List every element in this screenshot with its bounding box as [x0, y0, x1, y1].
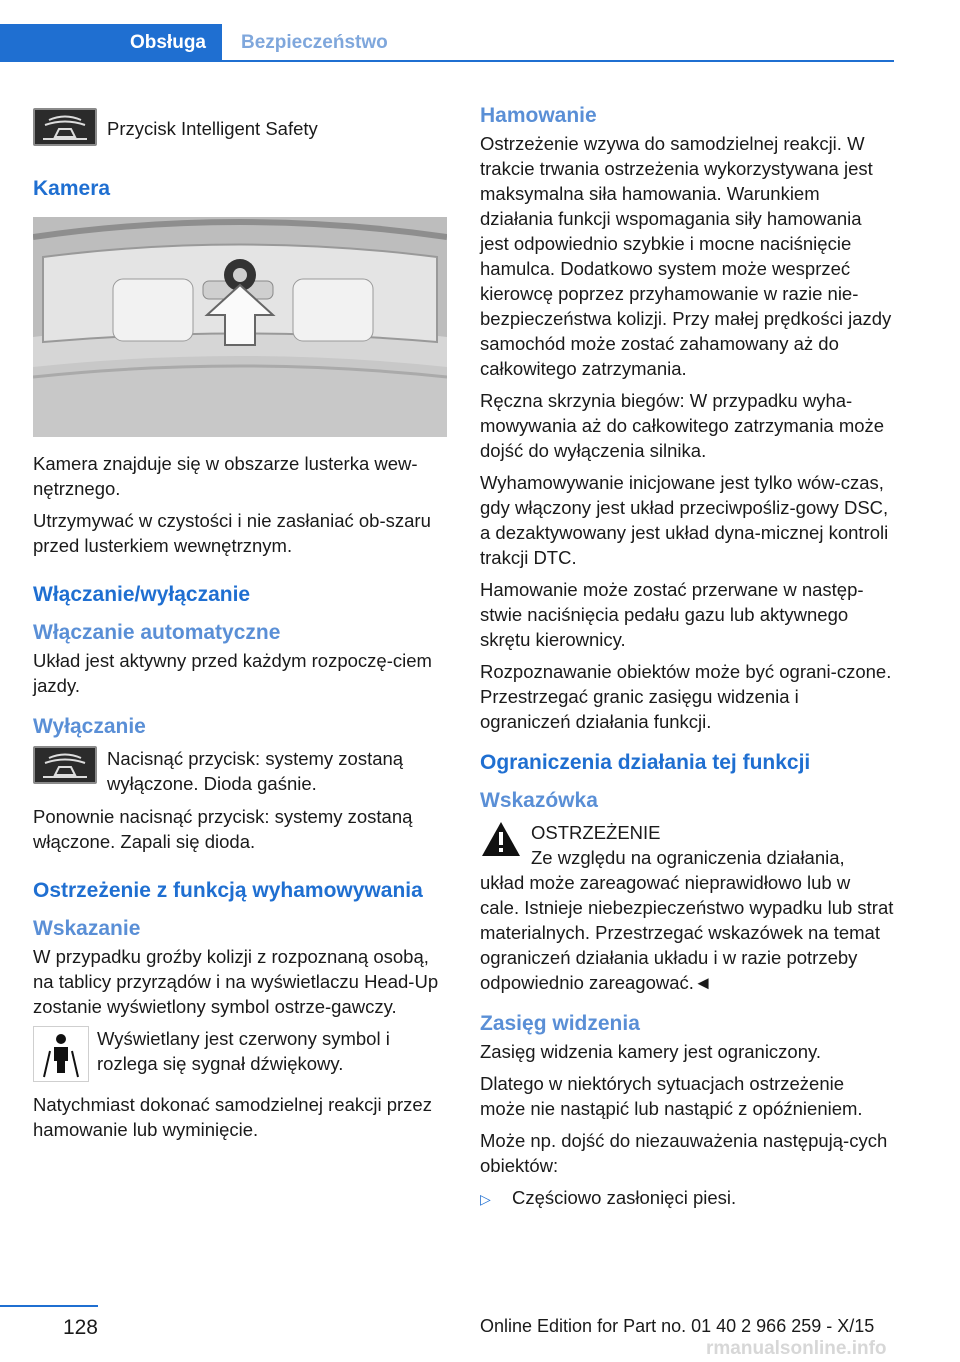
intelligent-safety-button-icon [33, 108, 97, 146]
red-symbol-text: Wyświetlany jest czerwony symbol i rozlega się sygnał dźwiękowy. [97, 1028, 390, 1074]
tab-underline [222, 60, 894, 62]
range-paragraph-3: Może np. dojść do niezauważenia następują-cych obiektów: [480, 1130, 888, 1176]
safety-button-row [33, 108, 447, 146]
recognition-paragraph: Rozpoznawanie obiektów może być ograni-czone. Przestrzegać granic zasięgu widzenia i ograniczeń działania funkcji. [480, 661, 892, 732]
bullet-text: Częściowo zasłonięci piesi. [512, 1187, 737, 1208]
watermark: rmanualsonline.info [706, 1338, 887, 1359]
heading-braking: Hamowanie [480, 104, 597, 127]
safety-button-label: Przycisk Intelligent Safety [107, 118, 318, 139]
camera-paragraph-2: Utrzymywać w czystości i nie zasłaniać ob-szaru przed lusterkiem wewnętrznym. [33, 510, 431, 556]
dsc-paragraph: Wyhamowywanie inicjowane jest tylko wów-czas, gdy włączony jest układ przeciwpośliz-gowy DSC, a dezaktywowany jest układ dyna-micznej kontroli trakcji DTC. [480, 472, 889, 568]
edition-footer: Online Edition for Part no. 01 40 2 966 259 - X/15 [480, 1316, 875, 1336]
warning-triangle-icon [480, 820, 522, 858]
auto-on-paragraph: Układ jest aktywny przed każdym rozpoczę-ciem jazdy. [33, 650, 432, 696]
heading-limits: Ograniczenia działania tej funkcji [480, 751, 811, 774]
heading-display: Wskazanie [33, 917, 141, 940]
braking-paragraph: Ostrzeżenie wzywa do samodzielnej reakcji. W trakcie trwania ostrzeżenia wykorzystywana jest maksymalna siła hamowania. Warunkiem działania funkcji wspomagania siły hamowania jest odpowiednio szybkie i mocne naciśnięcie hamulca. Dodatkowo system może wesprzeć kierowcę poprzez przyhamowanie w razie nie-bezpieczeństwa kolizji. Przy małej prędkości jazdy samochód może zostać zahamowany aż do całkowitego zatrzymania. [480, 133, 892, 379]
camera-paragraph-1: Kamera znajduje się w obszarze lusterka wew-nętrznego. [33, 453, 418, 499]
range-paragraph-2: Dlatego w niektórych sytuacjach ostrzeżenie może nie nastąpić lub nastąpić z opóźnieniem. [480, 1073, 863, 1119]
right-column [480, 96, 894, 1212]
pedestrian-warning-icon [33, 1026, 89, 1082]
tab-bezpieczenstwo[interactable]: Bezpieczeństwo [241, 32, 388, 53]
red-symbol-row [33, 1026, 447, 1082]
manual-gearbox-paragraph: Ręczna skrzynia biegów: W przypadku wyha-mowywania aż do całkowitego zatrzymania może dojść do wyłączenia silnika. [480, 390, 885, 461]
warning-text: układ może zareagować nieprawidłowo lub w cale. Istnieje niebezpieczeństwo wypadku lub strat materialnych. Przestrzegać wskazówek na temat ograniczeń działania układu i w razie potrzeby odpowiednio zareagować.◄ [480, 872, 894, 993]
heading-on-off: Włączanie/wyłączanie [33, 583, 251, 606]
camera-location-image [33, 217, 447, 437]
heading-warning-braking: Ostrzeżenie z funkcją wyhamowywania [33, 879, 423, 902]
bullet-triangle-icon: ▷ [480, 1191, 491, 1207]
display-paragraph: W przypadku groźby kolizji z rozpoznaną osobą, na tablicy przyrządów i na wyświetlaczu Head-Up zostanie wyświetlony symbol ostrze-gawczy. [33, 946, 439, 1017]
heading-camera: Kamera [33, 177, 111, 200]
page-number: 128 [62, 1316, 98, 1339]
heading-note: Wskazówka [480, 789, 598, 812]
header-tabs [0, 24, 894, 62]
left-column [33, 96, 447, 1149]
warning-title: OSTRZEŻENIE [531, 822, 661, 843]
heading-off: Wyłączanie [33, 715, 146, 738]
off-paragraph: Ponownie nacisnąć przycisk: systemy zostaną włączone. Zapali się dioda. [33, 806, 413, 852]
react-paragraph: Natychmiast dokonać samodzielnej reakcji przez hamowanie lub wyminięcie. [33, 1094, 432, 1140]
heading-auto-on: Włączanie automatyczne [33, 621, 281, 644]
off-icon-text: Nacisnąć przycisk: systemy zostaną wyłączone. Dioda gaśnie. [107, 748, 404, 794]
warning-box [480, 820, 894, 870]
heading-range: Zasięg widzenia [480, 1012, 640, 1035]
list-item [480, 1185, 894, 1212]
interrupt-paragraph: Hamowanie może zostać przerwane w następ-stwie naciśnięcia pedału gazu lub aktywnego skrętu kierownicy. [480, 579, 864, 650]
range-paragraph-1: Zasięg widzenia kamery jest ograniczony. [480, 1041, 822, 1062]
page-number-rule [0, 1305, 98, 1307]
tab-obsluga[interactable]: Obsługa [0, 24, 222, 62]
warning-first-line: Ze względu na ograniczenia działania, [531, 847, 845, 868]
intelligent-safety-button-icon [33, 746, 97, 784]
off-row [33, 746, 447, 796]
